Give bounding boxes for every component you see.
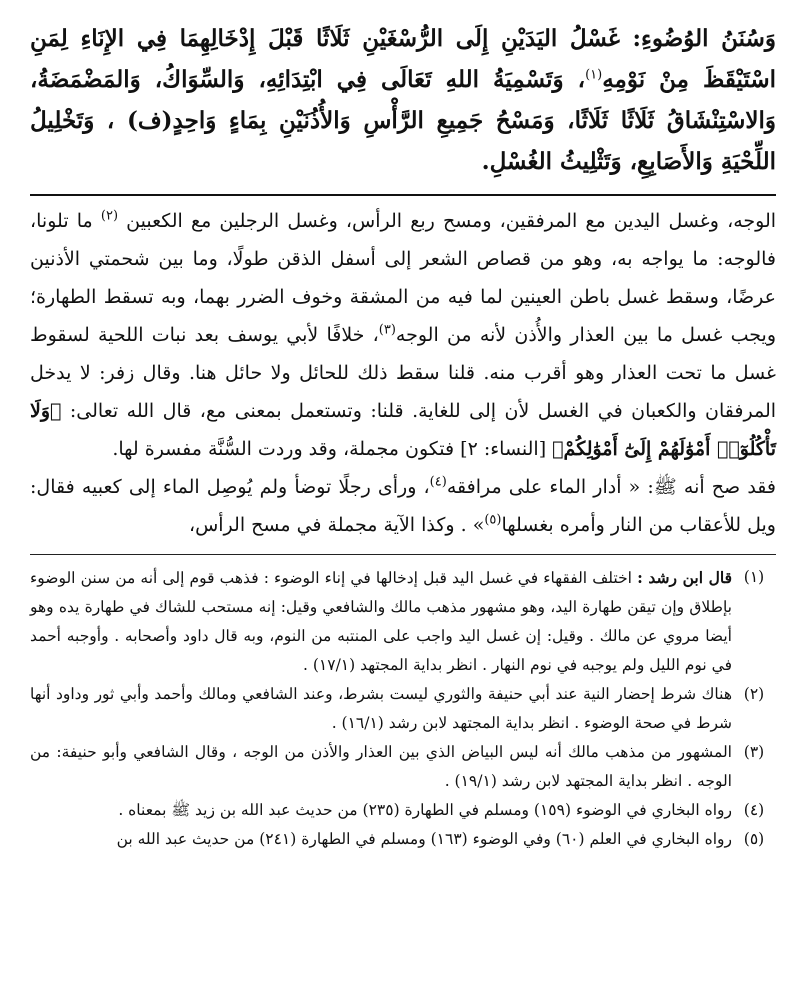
footnote-ref-4[interactable]: (٤)	[429, 474, 447, 490]
footnote-item	[30, 680, 776, 738]
footnote-body: المشهور من مذهب مالك أنه ليس البياض الذي بين العذار والأذن من الوجه ، وقال الشافعي وأبو حنيفة: من الوجه . انظر بداية المجتهد لابن رشد (١٩/١) .	[30, 743, 732, 790]
footnote-divider	[30, 554, 776, 555]
footnotes-list	[30, 563, 776, 854]
footnote-ref-3[interactable]: (٣)	[378, 322, 396, 338]
footnote-body: هناك شرط إحضار النية عند أبي حنيفة والثوري ليست بشرط، وعند الشافعي ومالك وأحمد وأبي ثور وداود أنها شرط في صحة الوضوء . انظر بداية المجتهد لابن رشد (١٦/١) .	[30, 685, 732, 732]
commentary-segment: ، خلافًا لأبي يوسف بعد نبات اللحية لسقوط غسل ما تحت العذار وهو أقرب منه. قلنا سقط ذلك للحائل ولا حائل هنا. وقال زفر: لا يدخل المرفقان والكعبان في الغسل لأن إلى للغاية. قلنا: وتستعمل بمعنى مع، قال الله تعالى:	[30, 324, 777, 422]
footnote-number: (٣)	[743, 743, 765, 761]
commentary-segment: » . وكذا الآية مجملة في مسح الرأس،	[188, 514, 485, 536]
footnote-body: رواه البخاري في العلم (٦٠) وفي الوضوء (١٦٣) ومسلم في الطهارة (٢٤١) من حديث عبد الله بن	[116, 830, 732, 848]
commentary-segment: الوجه، وغسل اليدين مع المرفقين، ومسح ربع الرأس، وغسل الرجلين مع الكعبين	[126, 210, 777, 232]
footnote-item	[30, 563, 776, 680]
footnote-text	[30, 563, 732, 680]
commentary-paragraph-1	[30, 202, 776, 468]
commentary-text	[30, 202, 776, 544]
commentary-segment: فقد صح أنه ﷺ: « أدار الماء على مرافقه	[446, 476, 776, 498]
footnote-item	[30, 796, 776, 825]
footnote-ref-5[interactable]: (٥)	[484, 512, 502, 528]
section-divider	[30, 194, 776, 196]
footnote-ref-1[interactable]: (١)	[585, 67, 603, 83]
footnote-item	[30, 825, 776, 854]
page	[30, 18, 776, 854]
footnote-body: اختلف الفقهاء في غسل اليد قبل إدخالها في إناء الوضوء : فذهب قوم إلى أنه من سنن الوضوء بإطلاق وإن تيقن طهارة اليد، وهو مشهور مذهب مالك والشافعي وقيل: إنه مستحب للشاك في طهارة يده وهو أيضا مروي عن مالك . وقيل: إن غسل اليد واجب على المنتبه من النوم، وبه قال داود وأصحابه . وأوجبه أحمد في نوم الليل ولم يوجبه في نوم النهار . انظر بداية المجتهد (١٧/١) .	[30, 569, 732, 674]
commentary-segment: [النساء: ٢] فتكون مجملة، وقد وردت السُّنَّة مفسرة لها.	[112, 438, 547, 460]
commentary-segment: ، ورأى رجلًا توضأ ولم يُوصِل الماء إلى كعبيه فقال: ويل للأعقاب من النار وأمره بغسلها	[30, 476, 776, 536]
footnote-number: (١)	[743, 568, 765, 586]
footnote-number: (٤)	[743, 801, 765, 819]
matn-part-2: ، وَتَسْمِيَةُ اللهِ تَعَالَى فِي ابْتِدَائِهِ، وَالسِّوَاكُ، وَالمَضْمَضَةُ، وَالاسْتِنْشَاقُ ثَلَاثًا ثَلَاثًا، وَمَسْحُ جَمِيعِ الرَّأْسِ وَالأُذُنَيْنِ بِمَاءٍ وَاحِدٍ(ف) ، وَتَخْلِيلُ اللِّحْيَةِ وَالأَصَابِعِ، وَتَثْلِيثُ الغُسْلِ.	[30, 66, 776, 175]
commentary-paragraph-2	[30, 468, 776, 544]
footnote-item	[30, 738, 776, 796]
matn-part-1: وَسُنَنُ الوُضُوءِ: غَسْلُ اليَدَيْنِ إِلَى الرُّسْغَيْنِ ثَلَاثًا قَبْلَ إِدْخَالِهِمَا فِي الإِنَاءِ لِمَنِ اسْتَيْقَظَ مِنْ نَوْمِهِ	[30, 25, 777, 93]
commentary-segment: ما تلونا، فالوجه: ما يواجه به، وهو من قصاص الشعر إلى أسفل الذقن طولًا، وما بين شحمتي الأذنين عرضًا، وسقط غسل باطن العينين لما فيه من المشقة وخوف الضرر بهما، وبه تسقط الطهارة؛ ويجب غسل ما بين العذار والأُذن لأنه من الوجه	[30, 210, 776, 346]
footnote-ref-2[interactable]: (٢)	[100, 208, 119, 224]
matn-text	[30, 18, 776, 182]
footnote-number: (٥)	[743, 830, 765, 848]
footnote-lead: قال ابن رشد :	[637, 568, 732, 587]
footnote-body: رواه البخاري في الوضوء (١٥٩) ومسلم في الطهارة (٢٣٥) من حديث عبد الله بن زيد ﷺ بمعناه .	[118, 801, 732, 819]
footnote-number: (٢)	[743, 685, 765, 703]
quran-verse: ﴿وَلَا تَأْكُلُوٓا۟ أَمْوَٰلَهُمْ إِلَىٰٓ أَمْوَٰلِكُمْ﴾	[30, 400, 776, 460]
